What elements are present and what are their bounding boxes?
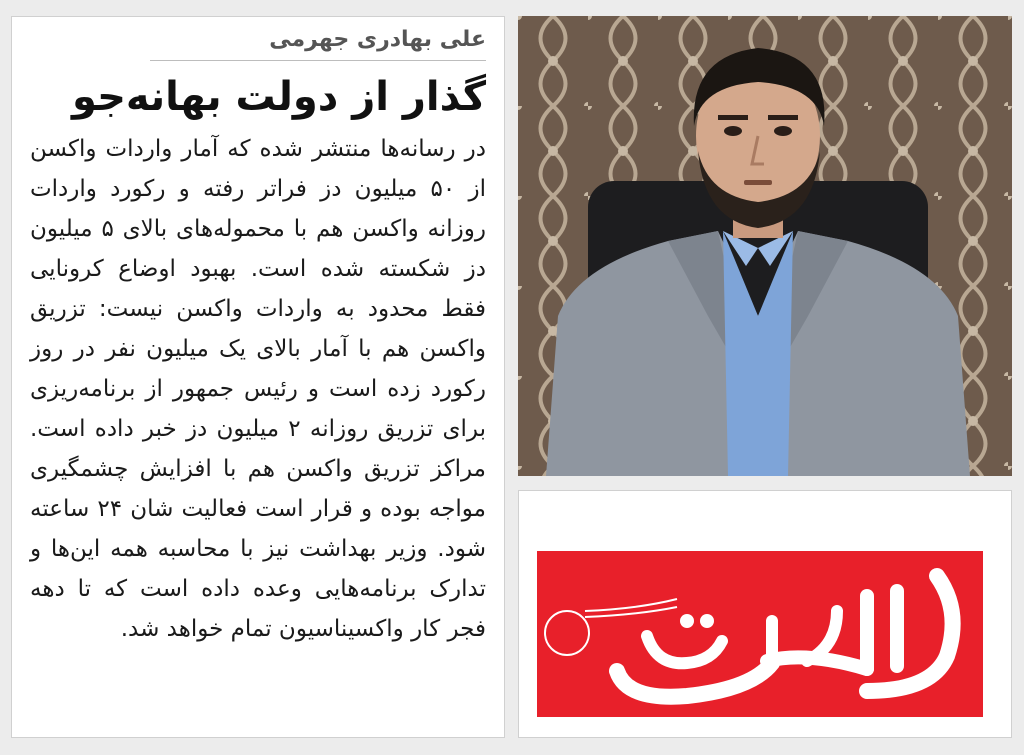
newspaper-masthead [518, 490, 1012, 738]
article-author: علی بهادری جهرمی [150, 27, 486, 61]
article-headline: گذار از دولت بهانه‌جو [71, 74, 486, 120]
article-column [11, 16, 505, 738]
portrait-man-suit-icon [518, 16, 1012, 476]
masthead-logo [537, 551, 983, 717]
author-photo [518, 16, 1012, 476]
article-body: در رسانه‌ها منتشر شده که آمار واردات واکسن از ۵۰ میلیون دز فراتر رفته و رکورد واردات روزانه واکسن هم با محموله‌های بالای ۵ میلیون دز شکسته شده است. بهبود اوضاع کرونایی فقط محدود به واردات واکسن نیست: تزریق واکسن هم با آمار بالای یک میلیون نفر در روز رکورد زده است و رئیس جمهور از برنامه‌ریزی برای تزریق روزانه ۲ میلیون دز خبر داده است. مراکز تزریق واکسن هم با افزایش چشمگیری مواجه بوده و قرار است فعالیت شان ۲۴ ساعته شود. وزیر بهداشت نیز با محاسبه همه این‌ها و تدارک برنامه‌هایی وعده داده است که تا دهه فجر کار واکسیناسیون تمام خواهد شد. [30, 136, 487, 642]
resalat-logo-icon [537, 551, 983, 717]
